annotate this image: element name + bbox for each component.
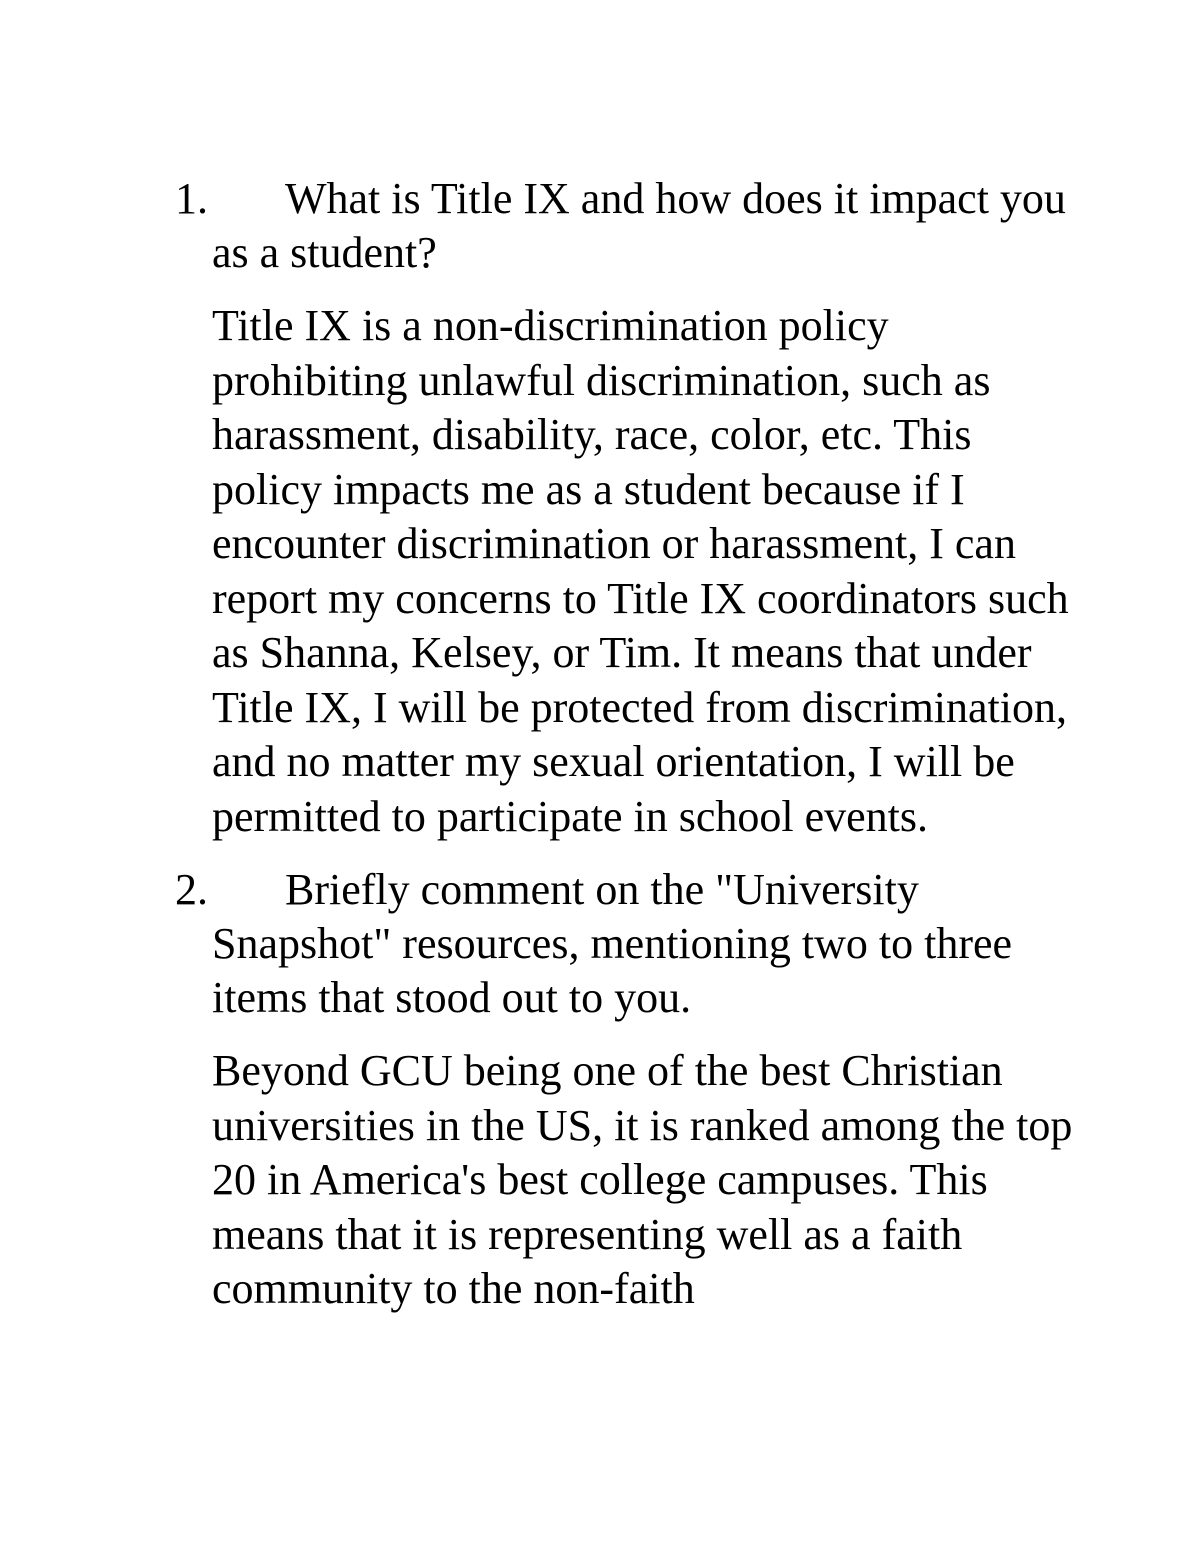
- question-answer-list: [175, 172, 1075, 1317]
- question-2: [175, 863, 1075, 1025]
- question-text: Briefly comment on the "University Snapshot" resources, mentioning two to three items that stood out to you.: [212, 865, 1013, 1022]
- answer-2: Beyond GCU being one of the best Christian universities in the US, it is ranked among the top 20 in America's best college campuses. This means that it is representing well as a faith community to the non-faith: [212, 1046, 1073, 1313]
- question-number: 1.: [175, 174, 208, 223]
- question-text: What is Title IX and how does it impact you as a student?: [212, 174, 1066, 277]
- question-1: [175, 172, 1075, 280]
- question-number: 2.: [175, 865, 208, 914]
- answer-1: Title IX is a non-discrimination policy prohibiting unlawful discrimination, such as harassment, disability, race, color, etc. This policy impacts me as a student because if I encounter discrimination or harassment, I can report my concerns to Title IX coordinators such as Shanna, Kelsey, or Tim. It means that under Title IX, I will be protected from discrimination, and no matter my sexual orientation, I will be permitted to participate in school events.: [212, 301, 1069, 841]
